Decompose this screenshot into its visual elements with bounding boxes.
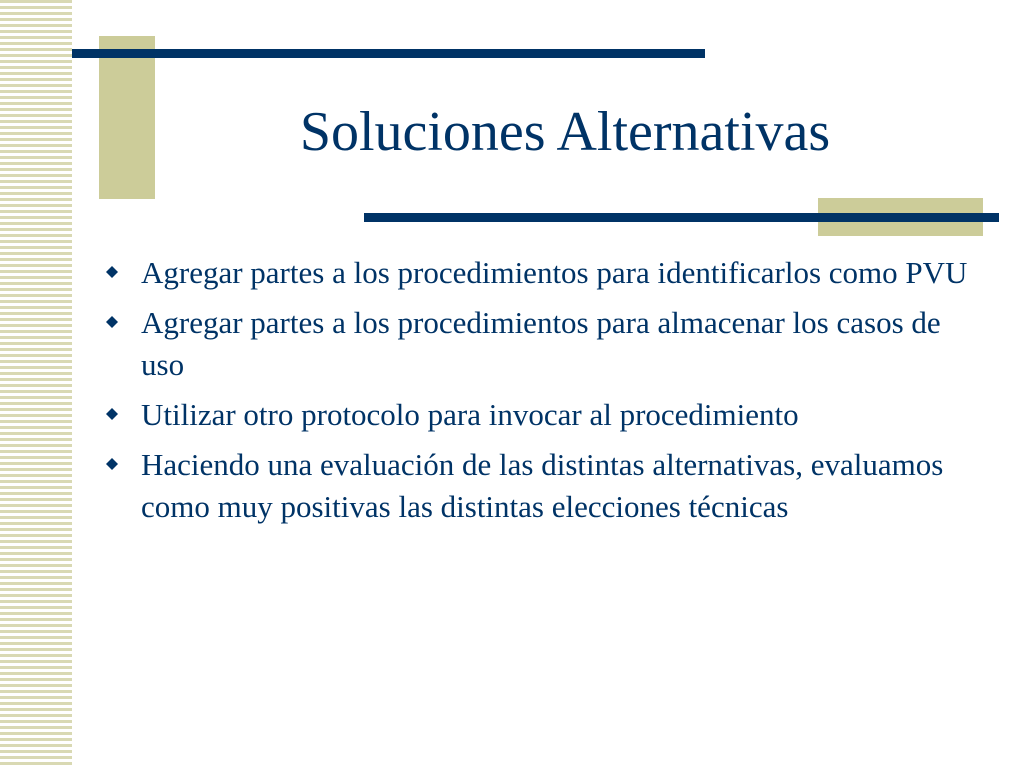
bullet-text: Agregar partes a los procedimientos para almacenar los casos de uso — [141, 305, 941, 382]
bullet-item — [104, 302, 984, 386]
bullet-text: Haciendo una evaluación de las distintas alternativas, evaluamos como muy positivas las distintas elecciones técnicas — [141, 447, 944, 524]
bullet-item — [104, 394, 984, 436]
slide-title: Soluciones Alternativas — [299, 101, 831, 163]
bullet-text: Agregar partes a los procedimientos para identificarlos como PVU — [141, 255, 968, 290]
diamond-bullet-icon — [106, 266, 118, 278]
diamond-bullet-icon — [106, 458, 118, 470]
bullet-item — [104, 444, 984, 528]
top-accent-line — [72, 49, 705, 58]
bullet-item — [104, 252, 984, 294]
diamond-bullet-icon — [106, 408, 118, 420]
top-accent-block — [99, 36, 155, 199]
bullet-list — [104, 252, 984, 536]
bottom-accent-line — [364, 213, 999, 222]
left-stripe-decoration — [0, 0, 72, 768]
bullet-text: Utilizar otro protocolo para invocar al procedimiento — [141, 397, 799, 432]
diamond-bullet-icon — [106, 316, 118, 328]
